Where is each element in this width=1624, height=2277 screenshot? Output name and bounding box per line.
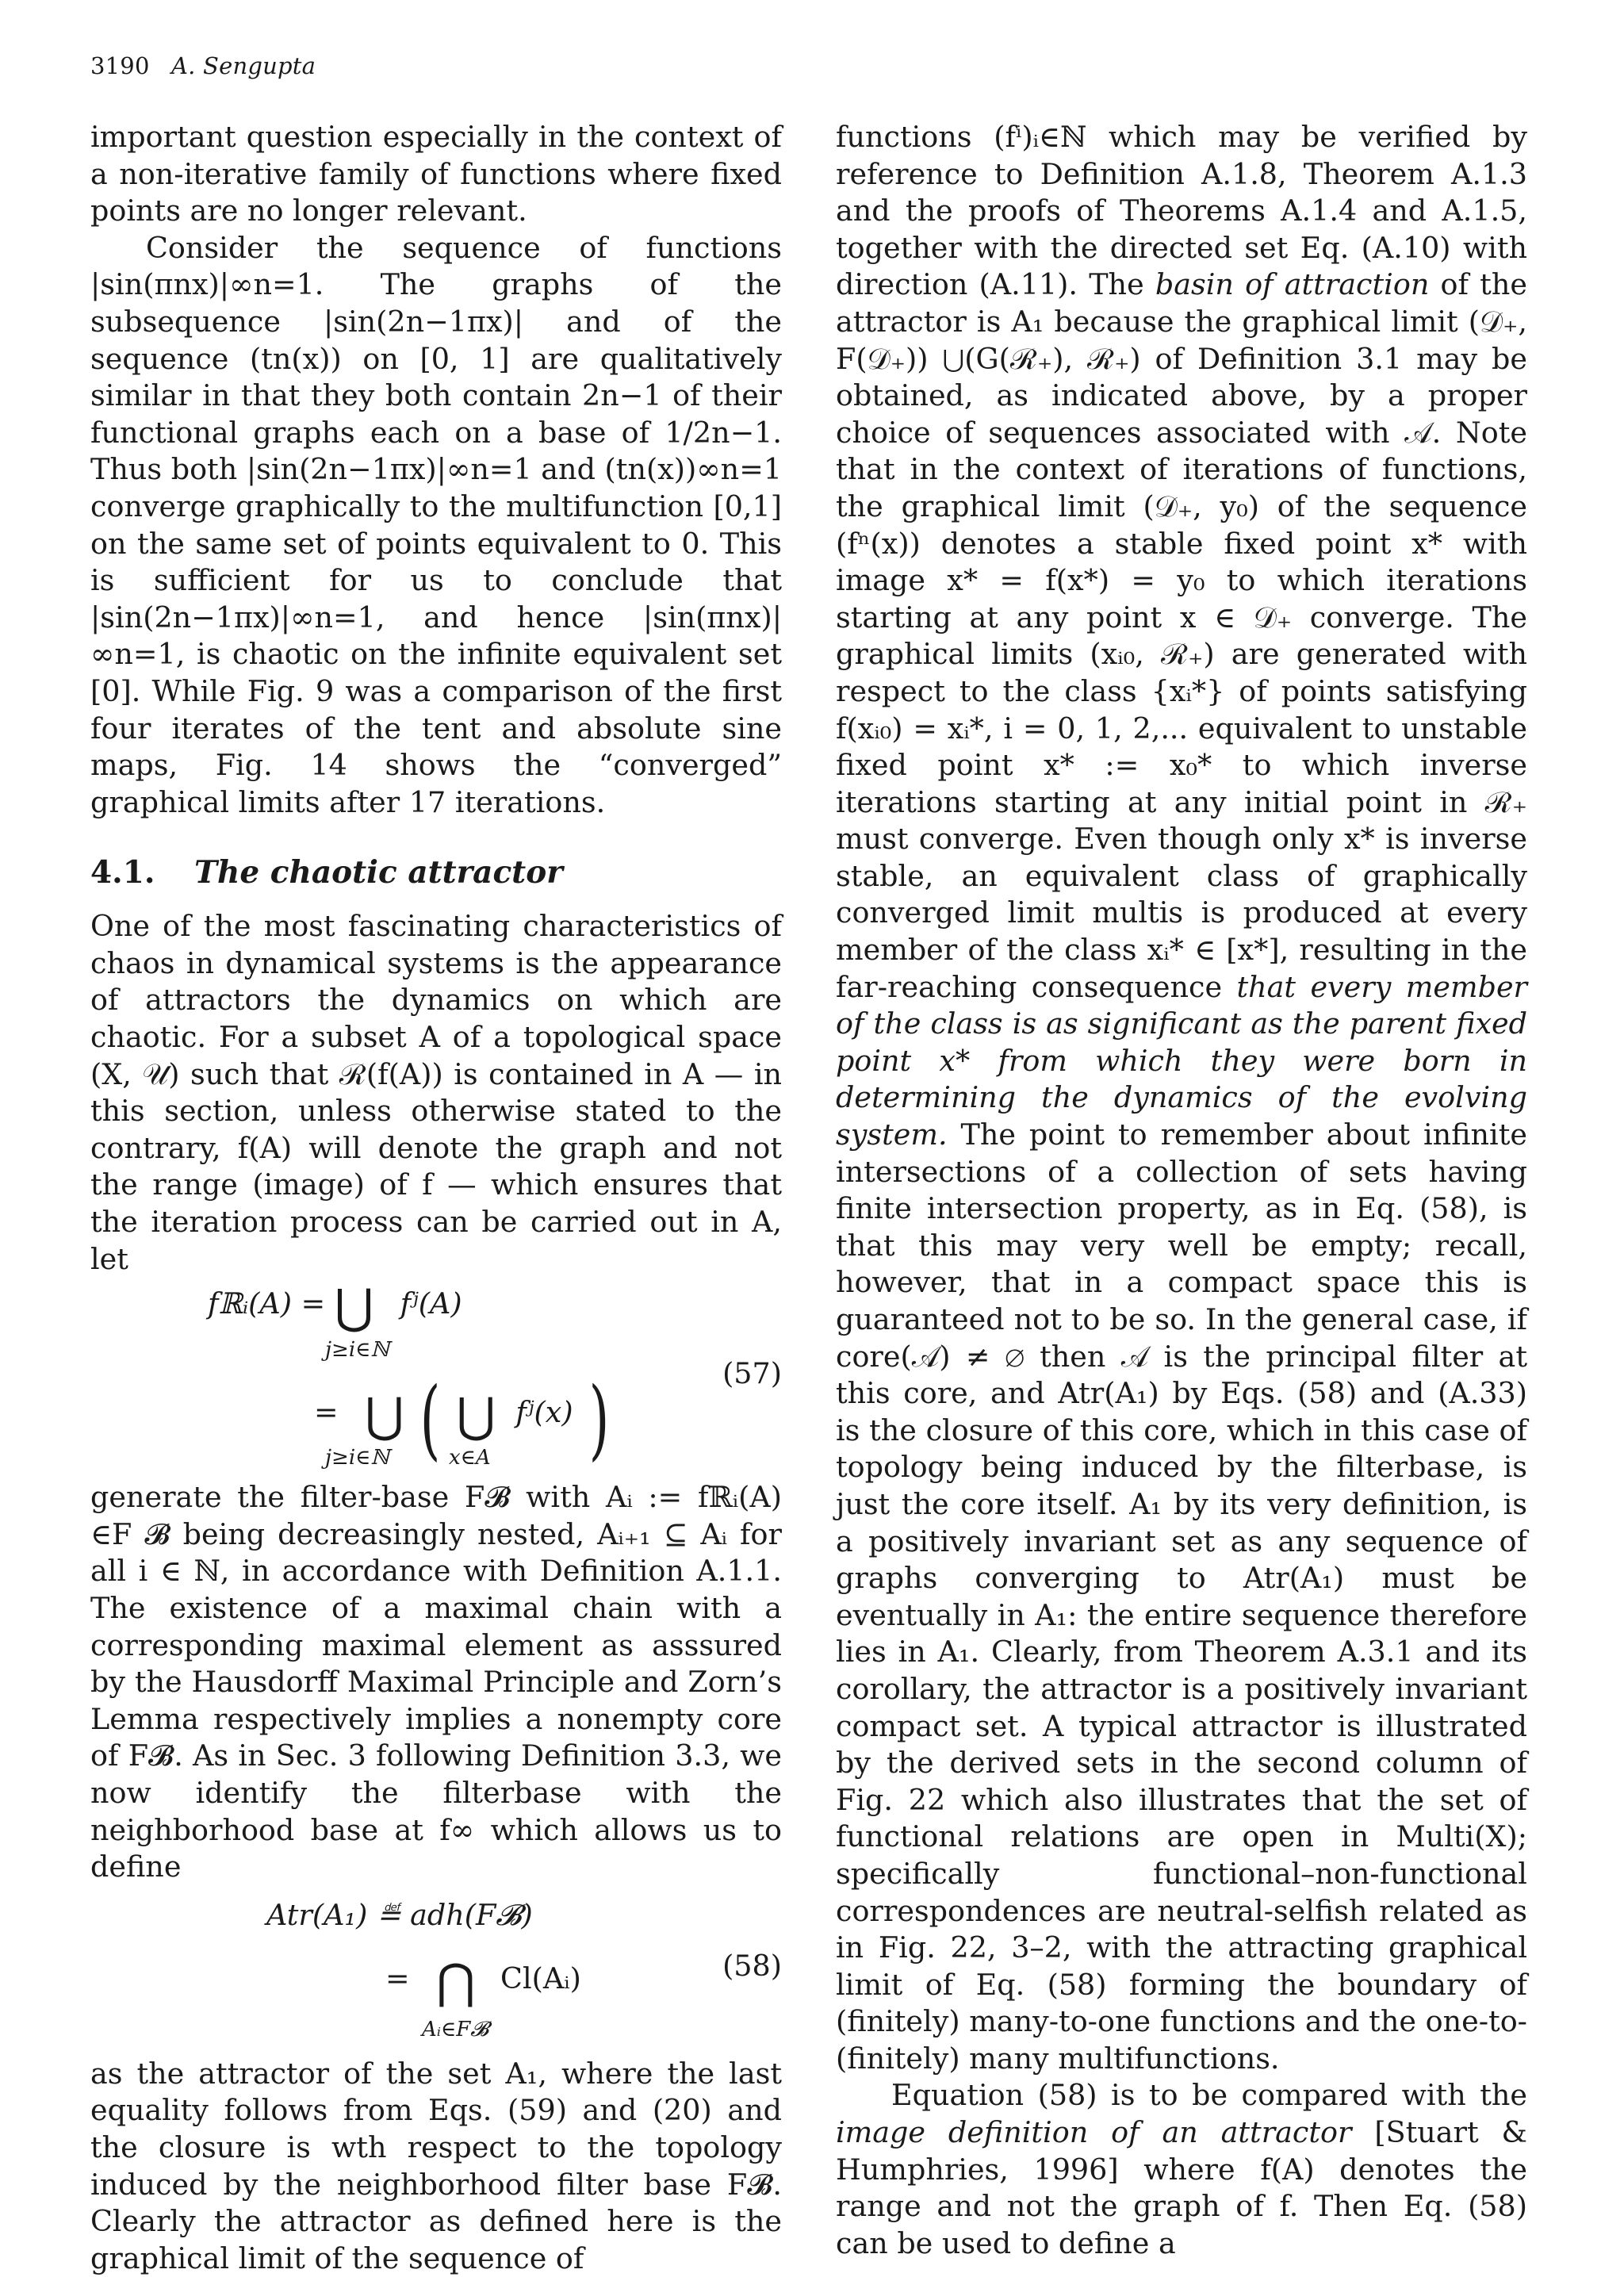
eq58-line2-lhs: = xyxy=(385,1961,410,1995)
text-basin-of-attraction: basin of attraction xyxy=(1155,267,1430,302)
eq57-line1-under: j≥i∈ℕ xyxy=(325,1338,390,1363)
eq57-line2-lhs: = xyxy=(314,1395,339,1430)
paragraph-attractor-definition: as the attractor of the set A₁, where the last equality follows from Eqs. (59) and (20) and the closure is wth respect to the topology induced by the neighborhood filter base F𝓑. Clearly the attractor as defined here is the graphical limit of the sequence of xyxy=(90,2056,782,2275)
section-heading xyxy=(90,853,782,892)
eq57-line2-inner-under: x∈A xyxy=(449,1446,491,1470)
right-column xyxy=(836,119,1527,2262)
equation-58 xyxy=(90,1892,782,2048)
paragraph-sine-sequence: Consider the sequence of functions |sin(πnx)|∞n=1. The graphs of the subsequence |sin(2n−1πx)| and of the sequence (tn(x)) on [0, 1] are qualitatively similar in that they both contain 2n−1 of their functional graphs each on a base of 1/2n−1. Thus both |sin(2n−1πx)|∞n=1 and (tn(x))∞n=1 converge graphically to the multifunction [0,1] on the same set of points equivalent to 0. This is sufficient for us to conclude that |sin(2n−1πx)|∞n=1, and hence |sin(πnx)|∞n=1, is chaotic on the infinite equivalent set [0]. While Fig. 9 was a comparison of the first four iterates of the tent and absolute sine maps, Fig. 14 shows the “converged” graphical limits after 17 iterations. xyxy=(90,230,782,819)
paragraph-filter-base: generate the filter-base F𝓑 with Aᵢ := fℝᵢ(A) ∈F 𝓑 being decreasingly nested, Aᵢ₊₁ ⊆ Aᵢ for all i ∈ ℕ, in accordance with Definition A.1.1. The existence of a maximal chain with a corresponding maximal element as asssured by the Hausdorff Maximal Principle and Zorn’s Lemma respectively implies a nonempty core of F𝓑. As in Sec. 3 following Definition 3.3, we now identify the filterbase with the neighborhood base at f∞ which allows us to define xyxy=(90,1480,782,1884)
eq58-intersection-operator: ⋂ xyxy=(436,1953,476,2010)
text-emphasis-every-member: that every member of the class is as significant as the parent fixed point x* from which they were born in determining the dynamics of the evolving system. xyxy=(836,969,1527,1152)
eq58-line1: Atr(A₁) ≝ adh(F𝓑) xyxy=(266,1897,533,1932)
running-head-author: A. Sengupta xyxy=(171,52,316,79)
section-number: 4.1. xyxy=(90,854,155,891)
eq57-inner-union-operator: ⋃ xyxy=(456,1388,496,1444)
paragraph-attractor-intro: One of the most fascinating characteristics of chaos in dynamical systems is the appearance of attractors the dynamics on which are chaotic. For a subset A of a topological space (X, 𝒰) such that ℛ(f(A)) is contained in A — in this section, unless otherwise stated to the contrary, f(A) will denote the graph and not the range (image) of f — which ensures that the iteration process can be carried out in A, let xyxy=(90,909,782,1276)
eq57-union-operator: ⋃ xyxy=(334,1279,374,1336)
equation-number-58: (58) xyxy=(722,1948,782,1983)
section-title: The chaotic attractor xyxy=(194,854,563,891)
eq58-line2-rhs: Cl(Aᵢ) xyxy=(500,1961,581,1995)
text-infinite-intersections: The point to remember about infinite intersections of a collection of sets having finite intersection property, as in Eq. (58), is that this may very well be empty; recall, however, that in a compact space this is guaranteed not to be so. In the general case, if core(𝒜) ≠ ∅ then 𝒜 is the principal filter at this core, and Atr(A₁) by Eqs. (58) and (A.33) is the closure of this core, which in this case of topology being induced by the filterbase, is just the core itself. A₁ by its very definition, is a positively invariant set as any sequence of graphs converging to Atr(A₁) must be eventually in A₁: the entire sequence therefore lies in A₁. Clearly, from Theorem A.3.1 and its corollary, the attractor is a positively invariant compact set. A typical attractor is illustrated by the derived sets in the second column of Fig. 22 which also illustrates that the set of functional relations are open in Multi(X); specifically functional–non-functional correspondences are neutral-selfish related as in Fig. 22, 3–2, with the attracting graphical limit of Eq. (58) forming the boundary of (finitely) many-to-one functions and the one-to-(finitely) many multifunctions. xyxy=(836,1117,1527,2076)
eq57-line1-lhs: fℝᵢ(A) = xyxy=(208,1286,326,1321)
text-functions-verified: functions (fⁱ)ᵢ∈ℕ which may be verified by reference to Definition A.1.8, Theorem A.1.3 and the proofs of Theorems A.1.4 and A.1.5, together with the directed set Eq. (A.10) with direction (A.11). The xyxy=(836,120,1527,302)
running-head xyxy=(90,52,316,79)
paragraph-image-definition xyxy=(836,2077,1527,2262)
paragraph-intro: important question especially in the context of a non-iterative family of functions where fixed points are no longer relevant. xyxy=(90,120,782,228)
left-column xyxy=(90,119,782,2277)
eq57-line2-rhs: fʲ(x) xyxy=(515,1395,573,1430)
eq57-left-paren: ( xyxy=(419,1368,441,1470)
eq57-line2-under: j≥i∈ℕ xyxy=(325,1446,390,1470)
text-image-definition: image definition of an attractor xyxy=(836,2115,1352,2150)
paragraph-basin-of-attraction xyxy=(836,119,1527,2077)
eq58-line2-under: Aᵢ∈F𝓑 xyxy=(422,2017,489,2041)
text-stuart-humphries: [Stuart & Humphries, 1996] where f(A) denotes the range and not the graph of f. Then Eq. (58) can be used to define a xyxy=(836,2115,1528,2260)
eq57-union-operator-2: ⋃ xyxy=(365,1388,404,1444)
equation-number-57: (57) xyxy=(722,1356,782,1391)
page-number: 3190 xyxy=(90,52,150,79)
equation-57 xyxy=(90,1279,782,1471)
text-equation-compared: Equation (58) is to be compared with the xyxy=(891,2078,1527,2113)
text-graphical-limit: of the attractor is A₁ because the graphical limit (𝒟₊, F(𝒟₊)) ⋃(G(ℛ₊), ℛ₊) of Definition 3.1 may be obtained, as indicated above, by a proper choice of sequences associated with 𝒜. Note that in the context of iterations of functions, the graphical limit (𝒟₊, y₀) of the sequence (fⁿ(x)) denotes a stable fixed point x* with image x* = f(x*) = y₀ to which iterations starting at any point x ∈ 𝒟₊ converge. The graphical limits (xᵢ₀, ℛ₊) are generated with respect to the class {xᵢ*} of points satisfying f(xᵢ₀) = xᵢ*, i = 0, 1, 2,... equivalent to unstable fixed point x* := x₀* to which inverse iterations starting at any initial point in ℛ₊ must converge. Even though only x* is inverse stable, an equivalent class of graphically converged limit multis is produced at every member of the class xᵢ* ∈ [x*], resulting in the far-reaching consequence xyxy=(836,267,1527,1004)
eq57-line1-rhs: fʲ(A) xyxy=(400,1286,462,1321)
eq57-right-paren: ) xyxy=(588,1368,610,1470)
